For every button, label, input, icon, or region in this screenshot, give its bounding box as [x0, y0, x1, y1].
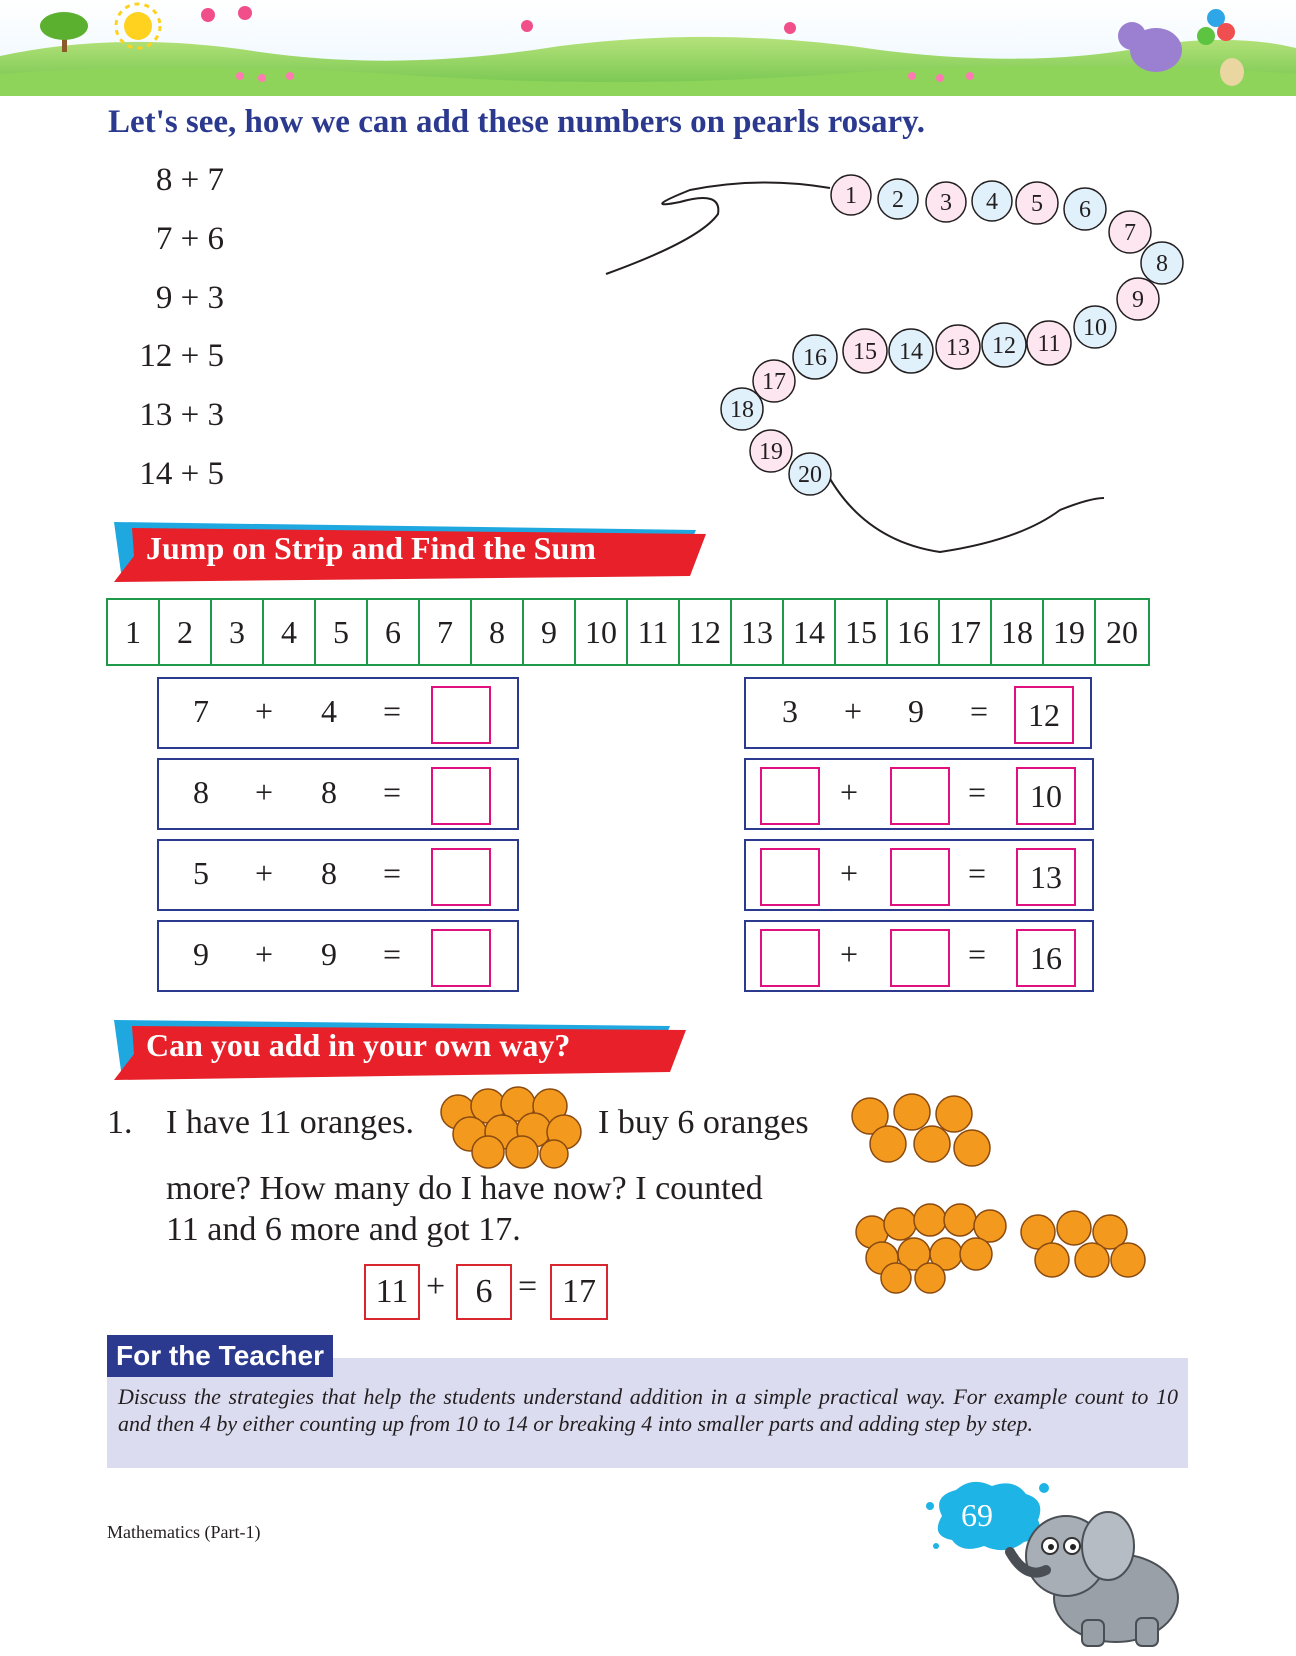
strip-cell: 14 — [784, 600, 836, 664]
pearl-label: 4 — [986, 189, 998, 215]
equals-sign: = — [968, 774, 987, 810]
strip-cell: 18 — [992, 600, 1044, 664]
plus-sign: + — [840, 936, 859, 972]
equation-row — [157, 758, 519, 830]
equals-sign: = — [968, 855, 987, 891]
question-text: I have 11 oranges. — [166, 1104, 414, 1141]
book-title-footer: Mathematics (Part-1) — [107, 1522, 261, 1542]
plus-sign: + — [426, 1268, 446, 1305]
pearl-label: 11 — [1037, 331, 1061, 357]
pearl-label: 6 — [1079, 197, 1091, 223]
pearl-label: 1 — [845, 183, 857, 209]
number-strip — [106, 598, 1150, 666]
sum-item: 13 + 3 — [139, 397, 224, 433]
addend: 9 — [321, 936, 337, 972]
teacher-title: For the Teacher — [107, 1335, 333, 1377]
strip-cell: 6 — [368, 600, 420, 664]
pearl-label: 18 — [730, 397, 754, 423]
strip-cell: 5 — [316, 600, 368, 664]
addend: 7 — [193, 693, 209, 729]
pearl-label: 14 — [899, 339, 923, 365]
answer-box[interactable] — [431, 767, 491, 825]
oranges-6-icon — [848, 1090, 994, 1172]
section-title-own-way: Can you add in your own way? — [146, 1027, 571, 1063]
strip-cell: 7 — [420, 600, 472, 664]
pearl-label: 5 — [1031, 191, 1043, 217]
addend: 3 — [782, 693, 798, 729]
equation-row — [744, 839, 1094, 911]
answer-box[interactable]: 17 — [550, 1264, 608, 1320]
answer-box[interactable]: 6 — [456, 1264, 512, 1320]
answer-box[interactable]: 13 — [1016, 848, 1076, 906]
equation-row — [157, 920, 519, 992]
strip-cell: 8 — [472, 600, 524, 664]
pearl-label: 2 — [892, 187, 904, 213]
pearls-rosary — [0, 0, 1296, 600]
answer-box[interactable] — [431, 848, 491, 906]
elephant-icon — [996, 1500, 1196, 1650]
addend: 5 — [193, 855, 209, 891]
addend-box[interactable] — [760, 767, 820, 825]
pearl-label: 13 — [946, 335, 970, 361]
equation-row — [744, 758, 1094, 830]
strip-cell: 11 — [628, 600, 680, 664]
pearl-label: 10 — [1083, 315, 1107, 341]
pearl-label: 9 — [1132, 287, 1144, 313]
equals-sign: = — [383, 936, 402, 972]
sum-item: 14 + 5 — [139, 456, 224, 492]
plus-sign: + — [840, 774, 859, 810]
strip-cell: 13 — [732, 600, 784, 664]
sum-item: 9 + 3 — [155, 280, 224, 316]
addend: 4 — [321, 693, 337, 729]
addend: 8 — [193, 774, 209, 810]
sum-item: 12 + 5 — [139, 338, 224, 374]
pearl-label: 7 — [1124, 220, 1136, 246]
addend-box[interactable] — [890, 767, 950, 825]
addend: 8 — [321, 855, 337, 891]
question-number: 1. — [107, 1104, 133, 1141]
equals-sign: = — [383, 774, 402, 810]
equation-row — [744, 677, 1092, 749]
plus-sign: + — [255, 936, 274, 972]
sum-item: 7 + 6 — [155, 221, 224, 257]
equals-sign: = — [383, 693, 402, 729]
answer-box[interactable] — [431, 686, 491, 744]
addend-box[interactable] — [760, 848, 820, 906]
pearl-label: 12 — [992, 333, 1016, 359]
strip-cell: 20 — [1106, 613, 1138, 650]
strip-cell: 9 — [524, 600, 576, 664]
sum-item: 8 + 7 — [155, 162, 224, 198]
pearl-label: 20 — [798, 462, 822, 488]
plus-sign: + — [844, 693, 863, 729]
oranges-17-icon — [852, 1198, 1152, 1294]
strip-cell: 1 — [108, 600, 160, 664]
equals-sign: = — [970, 693, 989, 729]
strip-cell: 16 — [888, 600, 940, 664]
plus-sign: + — [255, 774, 274, 810]
question-text: more? How many do I have now? I counted — [166, 1170, 763, 1207]
strip-cell: 3 — [212, 600, 264, 664]
pearl-label: 3 — [940, 190, 952, 216]
equals-sign: = — [518, 1268, 538, 1305]
equals-sign: = — [383, 855, 402, 891]
page-number: 69 — [961, 1497, 993, 1533]
equals-sign: = — [968, 936, 987, 972]
addend: 8 — [321, 774, 337, 810]
teacher-note: Discuss the strategies that help the students understand addition in a simple practical way. For example count to 10 and then 4 by either counting up from 10 to 14 or breaking 4 into smaller parts and adding step by step. — [118, 1384, 1178, 1436]
pearl-label: 16 — [803, 345, 827, 371]
section-title-jump: Jump on Strip and Find the Sum — [146, 530, 596, 566]
plus-sign: + — [255, 693, 274, 729]
pearl-label: 8 — [1156, 251, 1168, 277]
strip-cell: 4 — [264, 600, 316, 664]
pearl-label: 15 — [853, 339, 877, 365]
addend: 9 — [193, 936, 209, 972]
strip-cell: 15 — [836, 600, 888, 664]
pearl-label: 17 — [762, 369, 786, 395]
answer-box[interactable] — [431, 929, 491, 987]
answer-box[interactable]: 11 — [364, 1264, 420, 1320]
addend-box[interactable] — [890, 929, 950, 987]
oranges-11-icon — [436, 1084, 586, 1170]
plus-sign: + — [840, 855, 859, 891]
addend-box[interactable] — [760, 929, 820, 987]
strip-cell: 19 — [1044, 600, 1096, 664]
answer-box[interactable]: 16 — [1016, 929, 1076, 987]
equation-row — [157, 839, 519, 911]
question-text: I buy 6 oranges — [598, 1104, 809, 1141]
answer-box[interactable]: 12 — [1014, 686, 1074, 744]
strip-cell: 12 — [680, 600, 732, 664]
strip-cell: 2 — [160, 600, 212, 664]
pearl-label: 19 — [759, 439, 783, 465]
plus-sign: + — [255, 855, 274, 891]
question-text: 11 and 6 more and got 17. — [166, 1211, 521, 1248]
addend-box[interactable] — [890, 848, 950, 906]
page-heading: Let's see, how we can add these numbers on pearls rosary. — [108, 104, 926, 140]
strip-cell: 17 — [940, 600, 992, 664]
strip-cell: 10 — [576, 600, 628, 664]
answer-box[interactable]: 10 — [1016, 767, 1076, 825]
addend: 9 — [908, 693, 924, 729]
equation-row — [744, 920, 1094, 992]
equation-row — [157, 677, 519, 749]
